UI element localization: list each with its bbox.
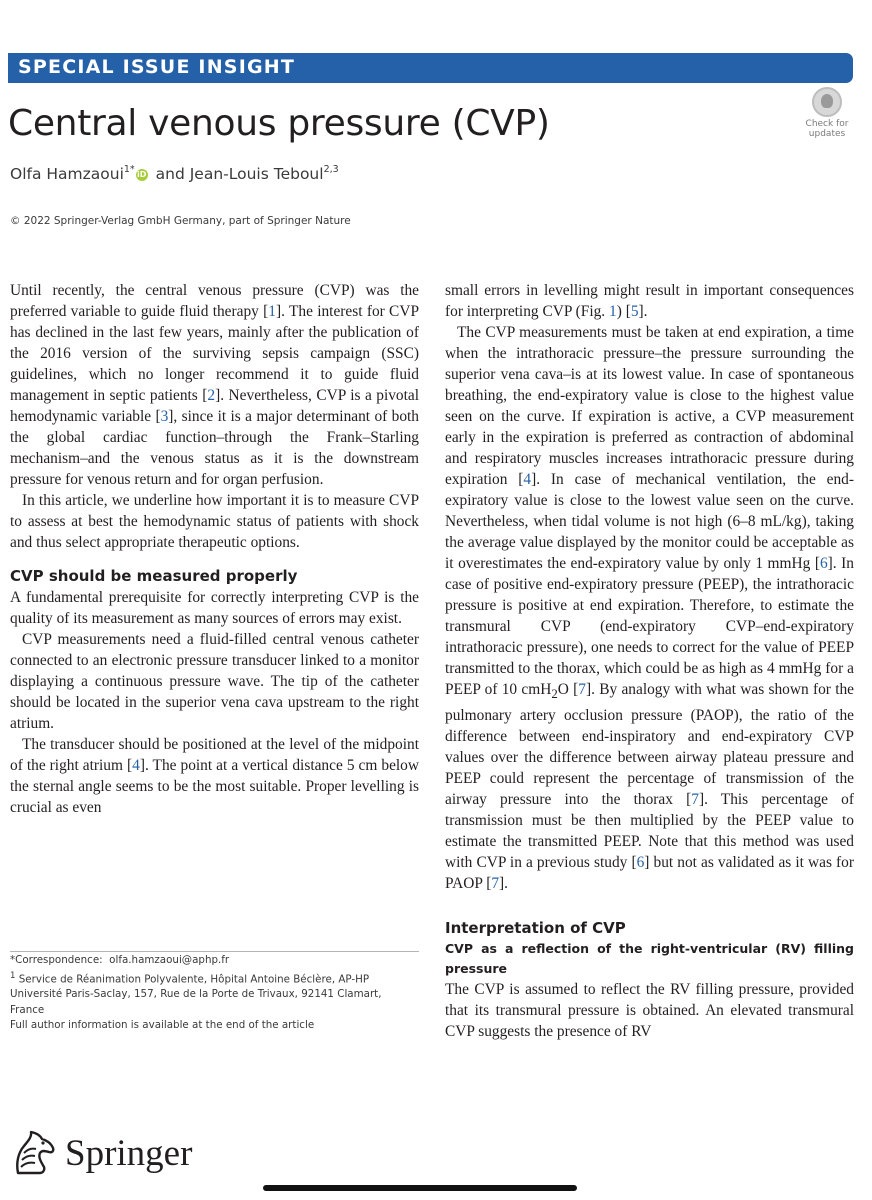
- citation-link[interactable]: 7: [578, 681, 586, 698]
- footnote-divider: [10, 951, 419, 952]
- citation-link[interactable]: 3: [160, 408, 169, 425]
- affiliation-sup: 1: [10, 970, 16, 981]
- citation-link[interactable]: 7: [491, 875, 500, 893]
- paragraph: The transducer should be positioned at the level of the midpoint of the right atrium [4]. The point at a vertical distance 5 cm below the sternal angle seems to be the most suitable. Proper levelling is crucial as even: [10, 736, 419, 816]
- author-conjunction: and: [155, 165, 185, 183]
- section-heading: Interpretation of CVP: [445, 919, 626, 938]
- copyright-notice: © 2022 Springer-Verlag GmbH Germany, part of Springer Nature: [10, 215, 351, 227]
- figure-link[interactable]: 1: [609, 303, 617, 320]
- section-banner: [8, 53, 853, 83]
- home-indicator[interactable]: [263, 1185, 577, 1191]
- check-updates-label: Check for updates: [805, 119, 849, 139]
- author-affiliation-sup: 2,3: [323, 164, 339, 175]
- author-name[interactable]: Jean-Louis Teboul: [189, 165, 324, 183]
- citation-link[interactable]: 2: [207, 387, 216, 404]
- correspondence-label: *Correspondence:: [10, 954, 103, 966]
- correspondence-email[interactable]: olfa.hamzaoui@aphp.fr: [109, 954, 230, 966]
- paragraph: Until recently, the central venous pressure (CVP) was the preferred variable to guide fluid therapy [1]. The interest for CVP has declined in the last few years, mainly after the publication of the 2016 version of the surviving sepsis campaign (SSC) guidelines, which no longer recommend it to guide fluid management in septic patients [2]. Nevertheless, CVP is a pivotal hemodynamic variable [3], since it is a major determinant of both the global cardiac function–through the Frank–Starling mechanism–and the venous status as it is the downstream pressure for venous return and for organ perfusion.: [10, 282, 420, 488]
- paragraph: A fundamental prerequisite for correctly interpreting CVP is the quality of its measurement as many sources of errors may exist.: [10, 589, 419, 627]
- citation-link[interactable]: 1: [268, 303, 276, 320]
- paragraph: small errors in levelling might result in important consequences for interpreting CVP (Fig. 1) [5].: [445, 282, 854, 320]
- footnotes: [10, 953, 419, 1034]
- paragraph: CVP measurements need a fluid-filled central venous catheter connected to an electronic pressure transducer linked to a monitor displaying a continuous pressure wave. The tip of the catheter should be located in the superior vena cava upstream to the right atrium.: [10, 631, 419, 732]
- orcid-icon[interactable]: iD: [136, 170, 147, 179]
- affiliation-text: Université Paris-Saclay, 157, Rue de la Porte de Trivaux, 92141 Clamart,: [10, 988, 382, 1001]
- citation-link[interactable]: 7: [691, 791, 699, 809]
- left-column: [10, 280, 419, 818]
- check-for-updates-button[interactable]: [801, 87, 853, 139]
- author-info-note: Full author information is available at the end of the article: [10, 1019, 315, 1032]
- paragraph: The CVP measurements must be taken at end expiration, a time when the intrathoracic pressure–the pressure surrounding the superior vena cava–is at its lowest value. In case of spontaneous breathing, the end-expiratory value is close to the highest value seen on the curve. If expiration is active, a CVP measurement early in the expiration is preferred as contraction of abdominal and respiratory muscles increases intrathoracic pressure during expiration [4]. In case of mechanical ventilation, the end-expiratory value is close to the lowest value seen on the curve. Nevertheless, when tidal volume is not high (6–8 mL/kg), taking the average value displayed by the monitor could be acceptable as it overestimates the end-expiratory value by only 1 mmHg [6]. In case of positive end-expiratory pressure (PEEP), the intrathoracic pressure is positive at end expiration. Therefore, to estimate the transmural CVP (end-expiratory CVP–end-expiratory intrathoracic pressure), one needs to correct for the value of PEEP transmitted to the thorax, which could be as high as 4 mmHg for a PEEP of 10 cmH$_2$O [7]. By analogy with what was shown for the pulmonary artery occlusion pressure (PAOP), the ratio of the difference between end-inspiratory and end-expiratory CVP values over the difference between airway plateau pressure and PEEP could represent the percentage of transmission of the airway pressure into the thorax [7]. This percentage of transmission must be then multiplied by the PEEP value to estimate the transmitted PEEP. Note that this method was used with CVP in a previous study [6] but not as validated as it was for PAOP [7].: [445, 324, 854, 893]
- author-affiliation-sup: 1*: [123, 164, 135, 175]
- article-title: Central venous pressure (CVP): [8, 103, 550, 144]
- paragraph: In this article, we underline how important it is to measure CVP to assess at best the hemodynamic status of patients with shock and thus select appropriate therapeutic options.: [10, 492, 419, 551]
- banner-label: SPECIAL ISSUE INSIGHT: [18, 56, 296, 78]
- section-heading: CVP should be measured properly: [10, 567, 298, 585]
- check-updates-icon: [812, 87, 842, 117]
- affiliation-text: France: [10, 1003, 45, 1016]
- author-list: [10, 164, 339, 183]
- author-name[interactable]: Olfa Hamzaoui: [10, 165, 124, 183]
- citation-link[interactable]: 6: [636, 854, 645, 872]
- citation-link[interactable]: 4: [523, 471, 532, 488]
- subsection-heading: CVP as a reflection of the right-ventricular (RV) filling pressure: [445, 941, 854, 977]
- citation-link[interactable]: 5: [630, 303, 639, 320]
- citation-link[interactable]: 4: [132, 757, 140, 774]
- citation-link[interactable]: 6: [819, 555, 828, 572]
- affiliation-text: Service de Réanimation Polyvalente, Hôpital Antoine Béclère, AP-HP: [18, 972, 370, 985]
- springer-horse-icon: [10, 1129, 58, 1175]
- paragraph: The CVP is assumed to reflect the RV filling pressure, provided that its transmural pressure is obtained. An elevated transmural CVP suggests the presence of RV: [445, 981, 854, 1041]
- publisher-name: Springer: [65, 1133, 193, 1174]
- right-column: [445, 280, 854, 1042]
